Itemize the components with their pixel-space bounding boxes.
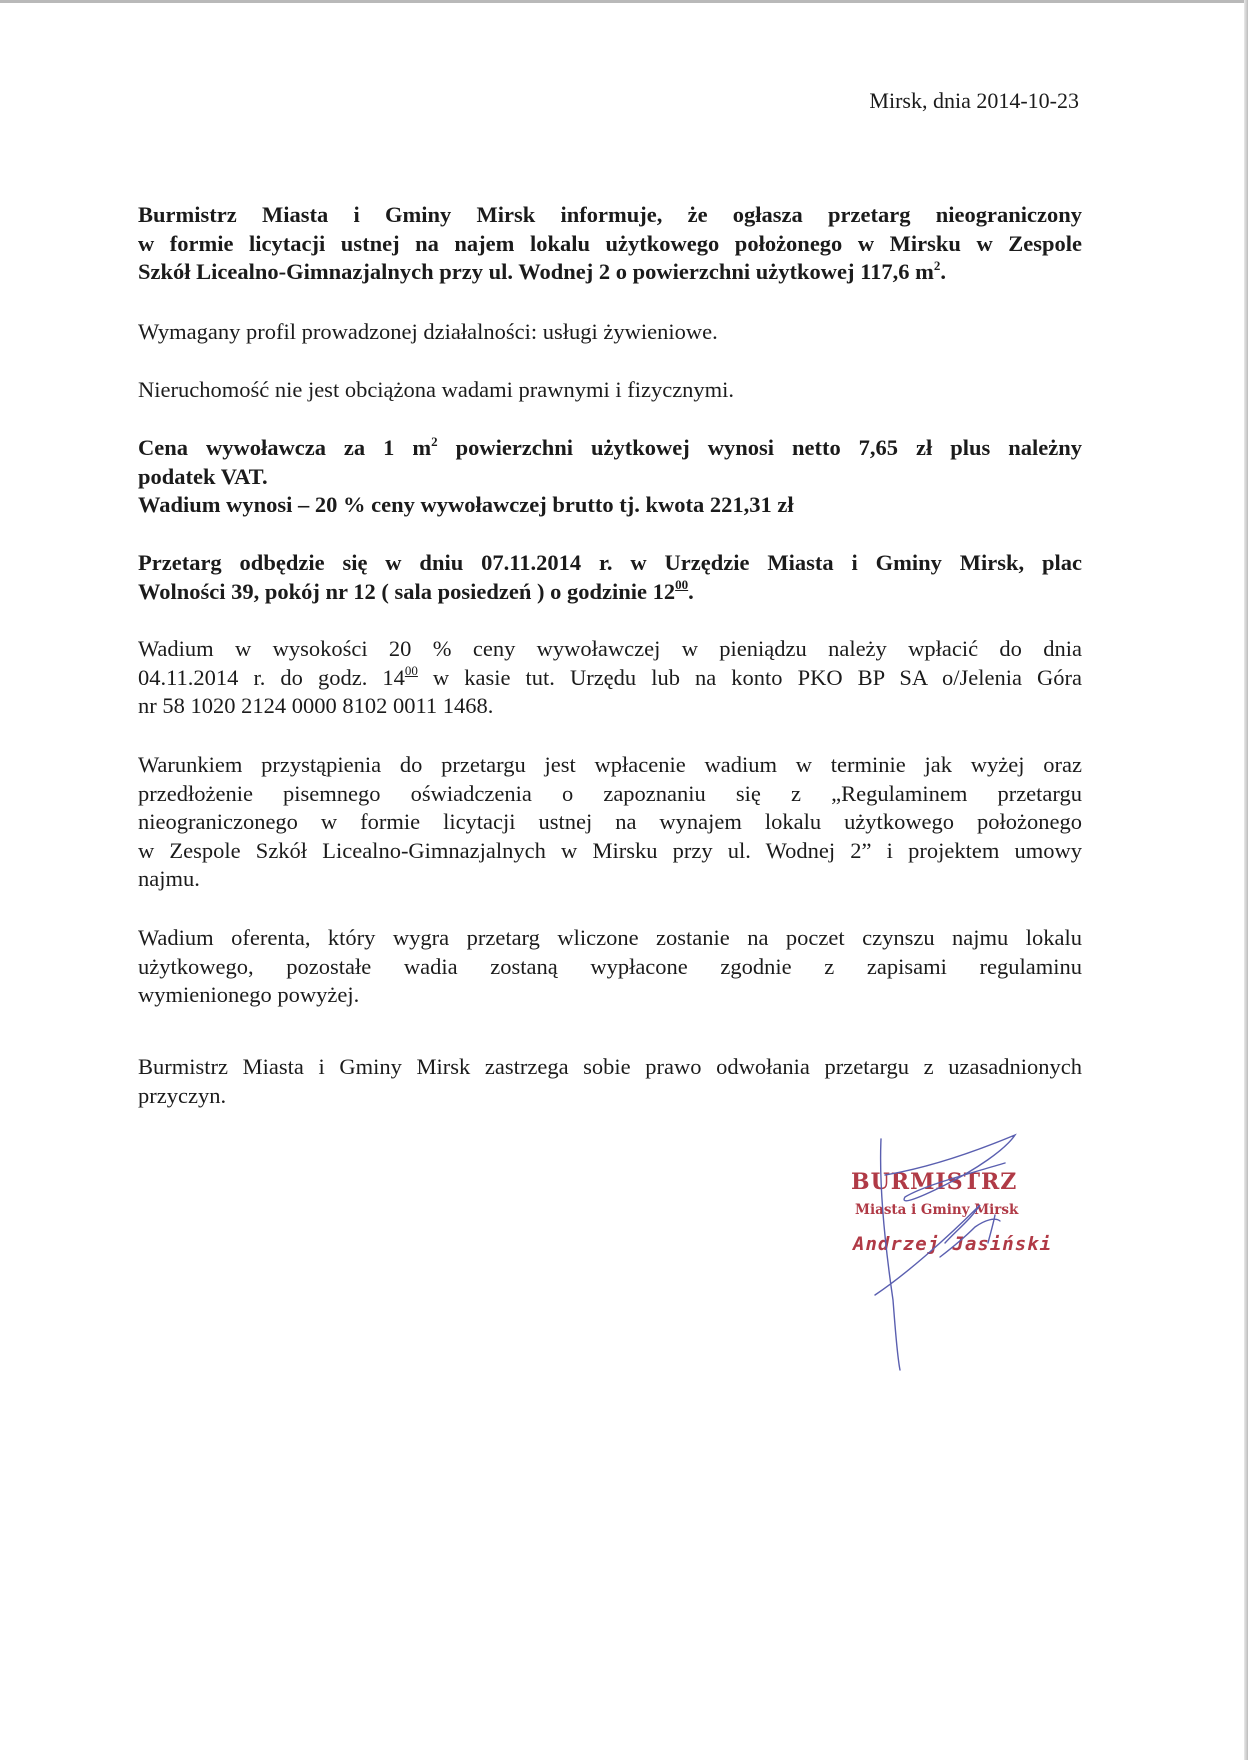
text-fragment: powierzchni użytkowej wynosi netto 7,65 zł plus należny — [437, 435, 1082, 460]
stamp-title: BURMISTRZ — [851, 1169, 1018, 1195]
text-line: w Zespole Szkół Licealno-Gimnazjalnych w Mirsku przy ul. Wodnej 2” i projektem umowy — [138, 837, 1082, 863]
text-line: Przetarg odbędzie się w dniu 07.11.2014 r. w Urzędzie Miasta i Gminy Mirsk, plac — [138, 550, 1082, 575]
text-line: podatek VAT. — [138, 463, 268, 489]
text-line: przedłożenie pisemnego oświadczenia o zapoznaniu się z „Regulaminem przetargu — [138, 780, 1082, 806]
text-line: Burmistrz Miasta i Gminy Mirsk zastrzega sobie prawo odwołania przetargu z uzasadnionych — [138, 1054, 1082, 1079]
text-line: Wadium w wysokości 20 % ceny wywoławczej w pieniądzu należy wpłacić do dnia — [138, 636, 1082, 661]
text-fragment: 04.11.2014 r. do godz. 14 — [138, 664, 405, 690]
deposit-payment — [138, 635, 1082, 721]
superscript: 00 — [404, 662, 418, 678]
date-line: Mirsk, dnia 2014-10-23 — [869, 88, 1079, 113]
announcement-intro — [138, 201, 1082, 287]
text-line: w formie licytacji ustnej na najem lokalu użytkowego położonego w Mirsku w Zespole — [138, 230, 1082, 256]
text-line: Wadium oferenta, który wygra przetarg wliczone zostanie na poczet czynszu najmu lokalu — [138, 925, 1082, 950]
text-line: nieograniczonego w formie licytacji ustnej na wynajem lokalu użytkowego położonego — [138, 809, 1082, 834]
text-line — [138, 258, 1082, 287]
text-fragment: w kasie tut. Urzędu lub na konto PKO BP SA o/Jelenia Góra — [417, 664, 1082, 690]
text-fragment: Wolności 39, pokój nr 12 ( sala posiedzeń ) o godzinie 12 — [138, 578, 676, 604]
superscript: 00 — [675, 576, 689, 592]
text-line — [138, 664, 1082, 693]
scan-edge-right — [1244, 0, 1248, 1760]
cancellation-right — [138, 1053, 1082, 1110]
handwritten-signature — [845, 1125, 1095, 1375]
business-profile — [138, 318, 1082, 347]
text-fragment: . — [940, 259, 946, 284]
stamp-subtitle: Miasta i Gminy Mirsk — [855, 1202, 1019, 1218]
price-and-deposit — [138, 434, 1082, 520]
text-line — [138, 578, 1082, 607]
text-line — [138, 434, 1082, 463]
text-line: najmu. — [138, 866, 200, 891]
participation-conditions — [138, 751, 1082, 894]
text-line: Warunkiem przystąpienia do przetargu jest wpłacenie wadium w terminie jak wyżej oraz — [138, 752, 1082, 777]
text-fragment: . — [688, 578, 694, 604]
superscript: 2 — [431, 434, 438, 449]
text-line: Wymagany profil prowadzonej działalności: usługi żywieniowe. — [138, 319, 718, 344]
text-line: Burmistrz Miasta i Gminy Mirsk informuje, że ogłasza przetarg nieograniczony — [138, 202, 1082, 227]
text-line: przyczyn. — [138, 1082, 227, 1108]
text-line: Nieruchomość nie jest obciążona wadami prawnymi i fizycznymi. — [138, 377, 735, 402]
auction-date-place — [138, 549, 1082, 606]
signature-stroke — [885, 1135, 1015, 1201]
official-stamp — [845, 1125, 1095, 1375]
text-fragment: Cena wywoławcza za 1 m — [138, 435, 432, 460]
scan-edge-top — [0, 0, 1248, 3]
encumbrance-note — [138, 376, 1082, 405]
deposit-settlement — [138, 924, 1082, 1010]
text-line: użytkowego, pozostałe wadia zostaną wypłacone zgodnie z zapisami regulaminu — [138, 953, 1082, 979]
text-line: nr 58 1020 2124 0000 8102 0011 1468. — [138, 693, 494, 718]
text-line: wymienionego powyżej. — [138, 982, 360, 1007]
text-fragment: Szkół Licealno-Gimnazjalnych przy ul. Wodnej 2 o powierzchni użytkowej 117,6 m — [138, 259, 934, 284]
stamp-name: Andrzej Jasiński — [853, 1233, 1053, 1255]
superscript: 2 — [933, 258, 941, 273]
text-line: Wadium wynosi – 20 % ceny wywoławczej brutto tj. kwota 221,31 zł — [138, 492, 794, 517]
